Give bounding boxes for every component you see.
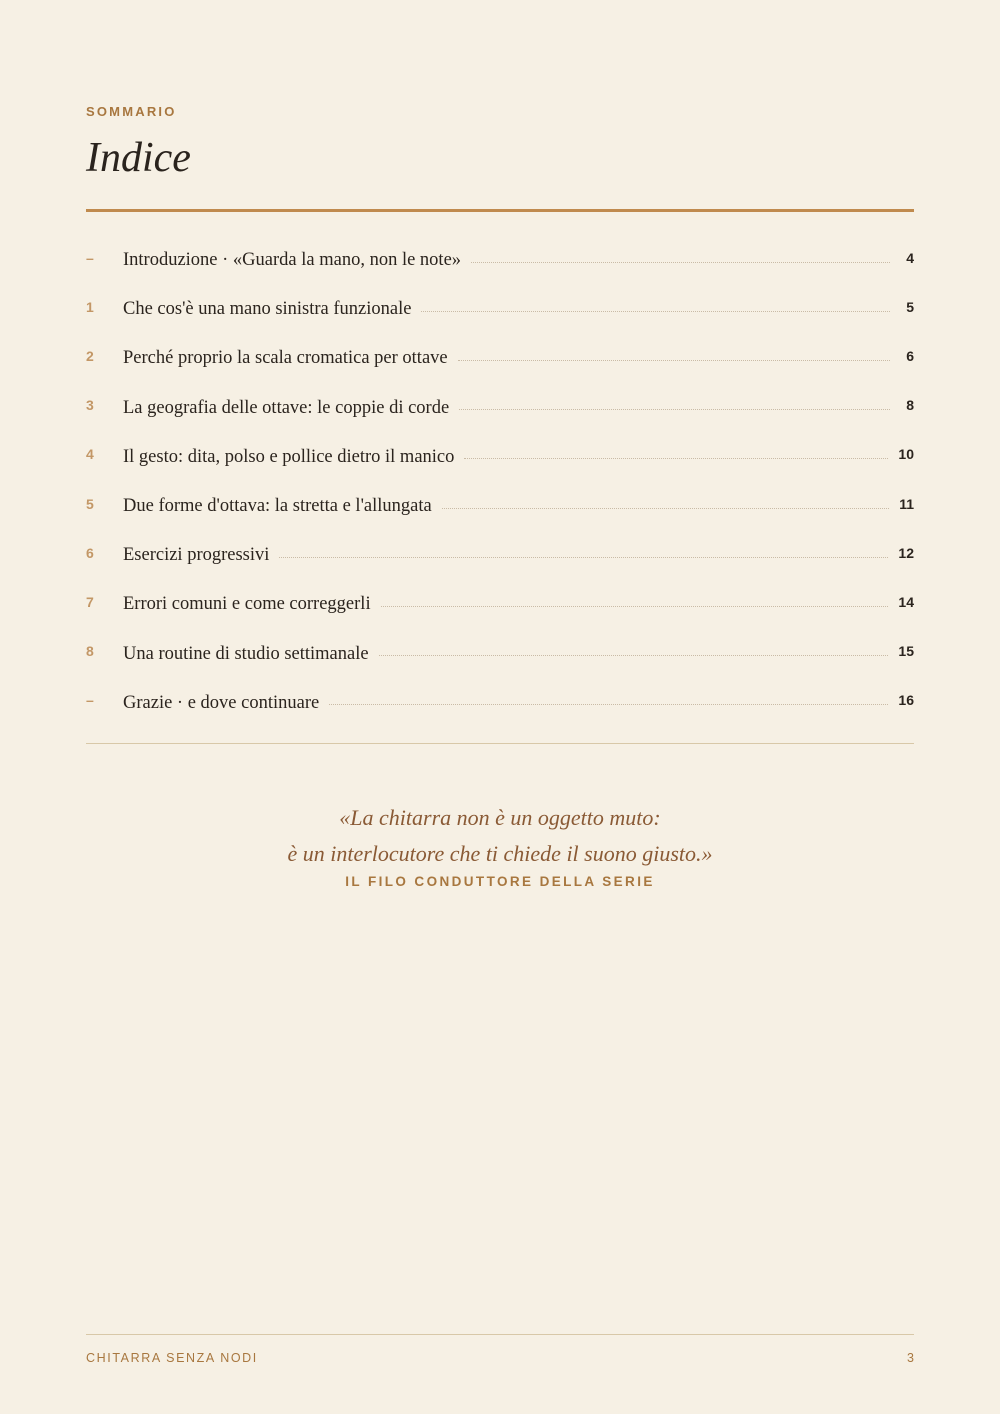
toc-entry-number: 2: [86, 347, 94, 364]
toc-entry-page: 4: [906, 249, 914, 266]
dot-leader: [471, 261, 890, 263]
quote-line: «La chitarra non è un oggetto muto:: [339, 805, 661, 830]
toc-entry-page: 6: [906, 347, 914, 364]
toc-entry-number: 8: [86, 643, 94, 660]
toc-entry-page: 12: [898, 544, 914, 561]
toc-entry-number: 4: [86, 446, 94, 463]
toc-entry[interactable]: [86, 433, 914, 482]
toc-entry-title: Perché proprio la scala cromatica per ottave: [123, 348, 448, 369]
dot-leader: [279, 556, 888, 558]
toc-entry-number: 6: [86, 544, 94, 561]
dot-leader: [329, 703, 888, 705]
footer-page-number: 3: [907, 1351, 914, 1365]
toc-entry-page: 8: [906, 397, 914, 414]
dot-leader: [379, 654, 889, 656]
epigraph: [86, 800, 914, 889]
dot-leader: [459, 408, 890, 410]
page-title: Indice: [86, 135, 191, 181]
dot-leader: [464, 457, 888, 459]
toc-entry-title: Grazie · e dove continuare: [123, 692, 320, 713]
toc-entry-number: 7: [86, 593, 94, 610]
toc-entry-page: 16: [898, 692, 914, 709]
toc-entry-title: La geografia delle ottave: le coppie di corde: [123, 397, 450, 418]
toc-entry[interactable]: [86, 630, 914, 679]
toc-entry-number: –: [86, 249, 94, 266]
dot-leader: [421, 310, 890, 312]
dot-leader: [381, 605, 889, 607]
toc-entry[interactable]: [86, 334, 914, 383]
toc-entry-title: Che cos'è una mano sinistra funzionale: [123, 299, 412, 320]
footer-divider: [86, 1334, 914, 1335]
table-of-contents: [86, 236, 914, 728]
toc-entry[interactable]: [86, 482, 914, 531]
toc-entry-page: 14: [898, 593, 914, 610]
quote-line: è un interlocutore che ti chiede il suono giusto.»: [287, 841, 713, 866]
toc-entry-page: 5: [906, 298, 914, 315]
toc-entry[interactable]: [86, 531, 914, 580]
toc-entry-title: Il gesto: dita, polso e pollice dietro il manico: [123, 446, 455, 467]
toc-entry-title: Una routine di studio settimanale: [123, 643, 369, 664]
toc-entry-page: 10: [898, 446, 914, 463]
toc-entry-title: Esercizi progressivi: [123, 545, 270, 566]
quote-source: IL FILO CONDUTTORE DELLA SERIE: [345, 874, 655, 889]
toc-entry-number: 1: [86, 298, 94, 315]
dot-leader: [442, 507, 889, 509]
toc-entry[interactable]: [86, 285, 914, 334]
dot-leader: [458, 359, 890, 361]
toc-entry[interactable]: [86, 580, 914, 629]
toc-entry-title: Due forme d'ottava: la stretta e l'allungata: [123, 496, 432, 517]
toc-divider: [86, 743, 914, 744]
toc-entry-page: 11: [899, 495, 914, 512]
toc-entry[interactable]: [86, 679, 914, 728]
toc-entry-number: 3: [86, 397, 94, 414]
section-kicker: SOMMARIO: [86, 104, 177, 119]
toc-entry-title: Errori comuni e come correggerli: [123, 594, 371, 615]
toc-entry-title: Introduzione · «Guarda la mano, non le note»: [123, 250, 462, 271]
page: [86, 0, 914, 1414]
toc-entry-page: 15: [898, 643, 914, 660]
toc-entry-number: –: [86, 692, 94, 709]
title-divider: [86, 209, 914, 212]
toc-entry-number: 5: [86, 495, 94, 512]
toc-entry[interactable]: [86, 384, 914, 433]
footer-series-title: CHITARRA SENZA NODI: [86, 1351, 258, 1365]
toc-entry[interactable]: [86, 236, 914, 285]
